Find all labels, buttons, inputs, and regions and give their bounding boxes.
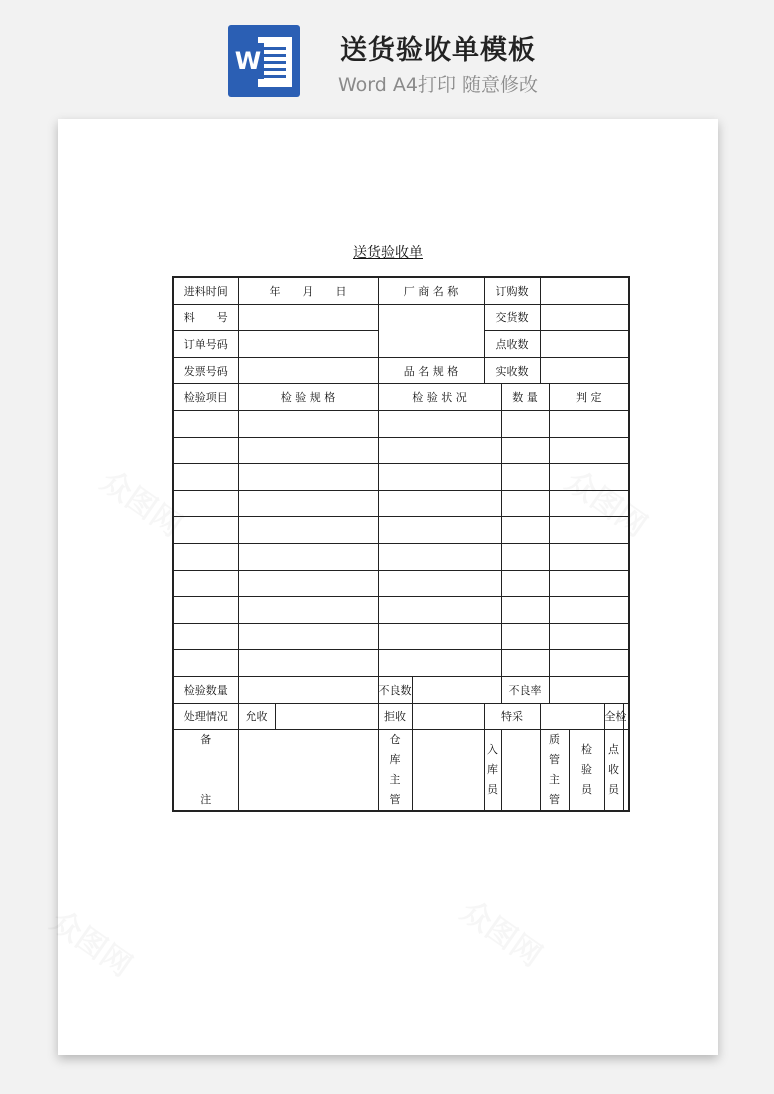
inspection-status-cell[interactable]: [378, 543, 501, 570]
inspection-spec-cell[interactable]: [238, 410, 378, 437]
vendor-field[interactable]: [378, 304, 484, 357]
inspection-spec-cell[interactable]: [238, 570, 378, 597]
table-row: [173, 464, 629, 491]
judgement-cell[interactable]: [549, 490, 629, 517]
inspection-item-header: 检验项目: [173, 384, 238, 411]
table-row: [173, 304, 629, 331]
invoice-no-field[interactable]: [238, 357, 378, 384]
table-row: [173, 650, 629, 677]
quantity-cell[interactable]: [501, 437, 549, 464]
receive-time-label: 进料时间: [173, 277, 238, 304]
inspection-spec-cell[interactable]: [238, 543, 378, 570]
inspection-spec-cell[interactable]: [238, 597, 378, 624]
judgement-cell[interactable]: [549, 464, 629, 491]
table-row: [173, 623, 629, 650]
judgement-cell[interactable]: [549, 410, 629, 437]
inspection-status-cell[interactable]: [378, 464, 501, 491]
banner: [0, 0, 774, 110]
table-row: [173, 410, 629, 437]
actual-qty-label: 实收数: [484, 357, 540, 384]
actual-qty-field[interactable]: [540, 357, 629, 384]
word-icon: [228, 25, 300, 97]
reject-label: 拒收: [378, 703, 412, 730]
warehouse-manager-label: 仓 库 主 管: [378, 730, 412, 812]
order-qty-label: 订购数: [484, 277, 540, 304]
accept-label: 允收: [238, 703, 275, 730]
storage-clerk-field[interactable]: [501, 730, 540, 812]
warehouse-manager-field[interactable]: [412, 730, 484, 812]
judgement-cell[interactable]: [549, 650, 629, 677]
watermark: [454, 887, 553, 975]
inspection-status-cell[interactable]: [378, 490, 501, 517]
form-title: 送货验收单: [353, 245, 423, 261]
table-row: [173, 490, 629, 517]
table-row: [173, 570, 629, 597]
inspection-item-cell[interactable]: [173, 623, 238, 650]
quantity-cell[interactable]: [501, 570, 549, 597]
order-no-label: 订单号码: [173, 331, 238, 358]
inspector-label: 检 验 员: [569, 730, 604, 812]
special-label: 特采: [484, 703, 540, 730]
quantity-cell[interactable]: [501, 650, 549, 677]
special-field[interactable]: [540, 703, 604, 730]
inspection-spec-cell[interactable]: [238, 650, 378, 677]
handling-label: 处理情况: [173, 703, 238, 730]
order-qty-field[interactable]: [540, 277, 629, 304]
storage-clerk-label: 入 库 员: [484, 730, 501, 812]
inspection-spec-cell[interactable]: [238, 623, 378, 650]
inspection-spec-cell[interactable]: [238, 490, 378, 517]
product-spec-label: 品 名 规 格: [378, 357, 484, 384]
quantity-cell[interactable]: [501, 410, 549, 437]
reject-field[interactable]: [412, 703, 484, 730]
word-icon-letter: W: [232, 43, 264, 79]
material-no-label: 料 号: [173, 304, 238, 331]
document-page: [58, 119, 718, 1055]
banner-title: 送货验收单模板: [340, 35, 536, 66]
defect-rate-field[interactable]: [549, 676, 629, 703]
inspection-item-cell[interactable]: [173, 650, 238, 677]
order-no-field[interactable]: [238, 331, 378, 358]
receiver-label: 点 收 员: [604, 730, 623, 812]
judgement-cell[interactable]: [549, 437, 629, 464]
table-row: [173, 437, 629, 464]
inspection-item-cell[interactable]: [173, 437, 238, 464]
inspection-status-cell[interactable]: [378, 650, 501, 677]
defect-qty-field[interactable]: [412, 676, 501, 703]
accept-field[interactable]: [275, 703, 378, 730]
judgement-cell[interactable]: [549, 623, 629, 650]
quantity-header: 数 量: [501, 384, 549, 411]
inspect-qty-label: 检验数量: [173, 676, 238, 703]
inspection-spec-cell[interactable]: [238, 437, 378, 464]
vendor-label: 厂 商 名 称: [378, 277, 484, 304]
table-row: [173, 543, 629, 570]
table-row: [173, 517, 629, 544]
remarks-field[interactable]: [238, 730, 378, 812]
judgement-cell[interactable]: [549, 570, 629, 597]
inspection-form: [172, 276, 630, 812]
inspection-header-row: [173, 384, 629, 411]
inspection-spec-header: 检 验 规 格: [238, 384, 378, 411]
inspection-item-cell[interactable]: [173, 517, 238, 544]
defect-qty-label: 不良数: [378, 676, 412, 703]
inspection-status-cell[interactable]: [378, 410, 501, 437]
quantity-cell[interactable]: [501, 517, 549, 544]
counted-qty-label: 点收数: [484, 331, 540, 358]
banner-subtitle: Word A4打印 随意修改: [337, 74, 538, 96]
material-no-field[interactable]: [238, 304, 378, 331]
handling-row: [173, 703, 629, 730]
quality-manager-label: 质 管 主 管: [540, 730, 569, 812]
watermark: [44, 897, 143, 985]
inspection-status-header: 检 验 状 况: [378, 384, 501, 411]
judgement-cell[interactable]: [549, 517, 629, 544]
signature-row: [173, 730, 629, 812]
inspection-status-cell[interactable]: [378, 517, 501, 544]
counted-qty-field[interactable]: [540, 331, 629, 358]
table-row: [173, 597, 629, 624]
invoice-no-label: 发票号码: [173, 357, 238, 384]
inspection-status-cell[interactable]: [378, 570, 501, 597]
defect-rate-label: 不良率: [501, 676, 549, 703]
inspection-spec-cell[interactable]: [238, 517, 378, 544]
quantity-cell[interactable]: [501, 543, 549, 570]
summary-row: [173, 676, 629, 703]
remarks-label: 备 注: [173, 730, 238, 812]
receiver-field[interactable]: [623, 730, 629, 812]
judgement-cell[interactable]: [549, 597, 629, 624]
inspect-qty-field[interactable]: [238, 676, 378, 703]
inspection-status-cell[interactable]: [378, 623, 501, 650]
inspection-item-cell[interactable]: [173, 570, 238, 597]
delivery-qty-label: 交货数: [484, 304, 540, 331]
delivery-qty-field[interactable]: [540, 304, 629, 331]
inspection-item-cell[interactable]: [173, 597, 238, 624]
table-row: [173, 357, 629, 384]
inspection-spec-cell[interactable]: [238, 464, 378, 491]
quantity-cell[interactable]: [501, 464, 549, 491]
quantity-cell[interactable]: [501, 597, 549, 624]
judgement-cell[interactable]: [549, 543, 629, 570]
quantity-cell[interactable]: [501, 623, 549, 650]
inspection-item-cell[interactable]: [173, 464, 238, 491]
inspection-status-cell[interactable]: [378, 597, 501, 624]
full-inspect-label: 全检: [604, 703, 623, 730]
inspection-item-cell[interactable]: [173, 410, 238, 437]
date-field[interactable]: 年 月 日: [238, 277, 378, 304]
judgement-header: 判 定: [549, 384, 629, 411]
inspection-item-cell[interactable]: [173, 490, 238, 517]
inspection-status-cell[interactable]: [378, 437, 501, 464]
table-row: [173, 277, 629, 304]
inspection-item-cell[interactable]: [173, 543, 238, 570]
quantity-cell[interactable]: [501, 490, 549, 517]
